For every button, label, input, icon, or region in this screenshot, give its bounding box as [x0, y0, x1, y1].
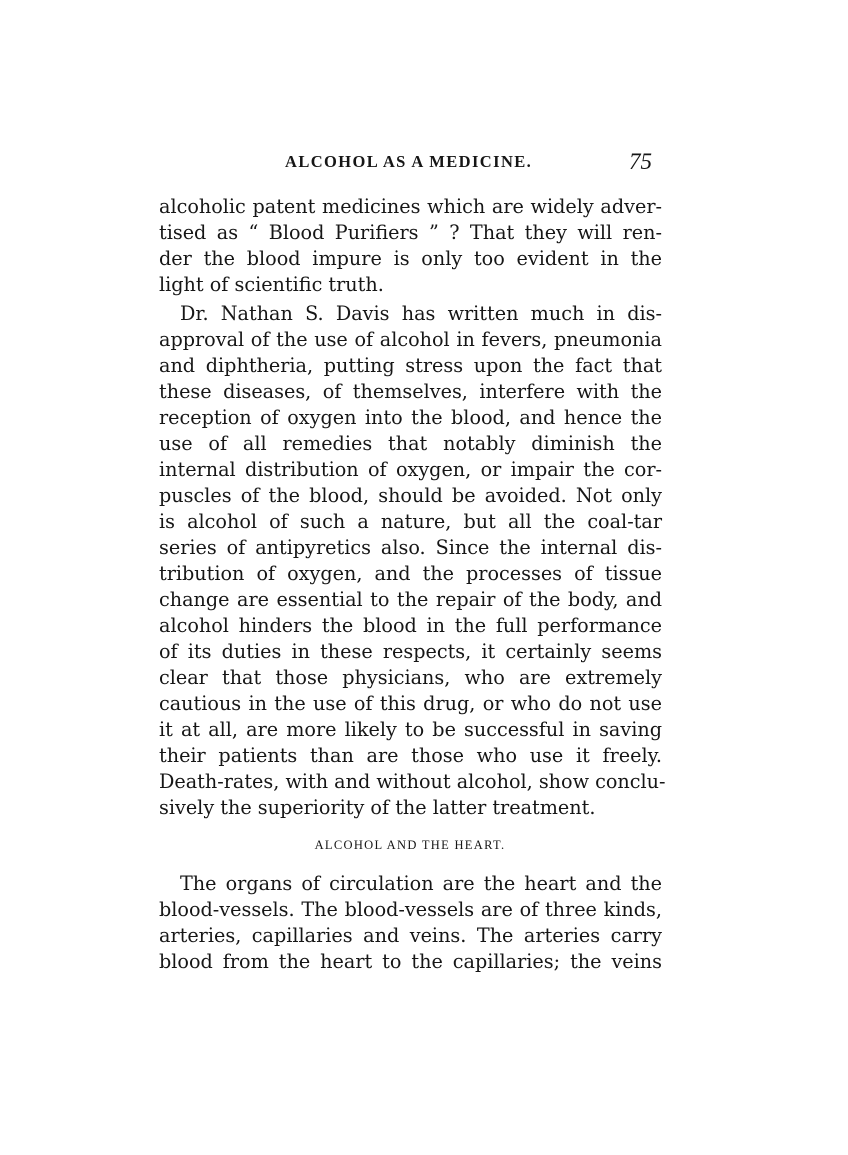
text-line: sively the superiority of the latter treatment.	[159, 796, 596, 819]
text-line: internal distribution of oxygen, or impair the cor-	[159, 458, 662, 481]
text-line: der the blood impure is only too evident in the	[159, 247, 662, 270]
text-line: Dr. Nathan S. Davis has written much in dis-	[180, 302, 662, 325]
running-head-title: ALCOHOL AS A MEDICINE.	[285, 152, 533, 171]
text-line: Death-rates, with and without alcohol, show conclu-	[159, 770, 666, 793]
running-head	[160, 149, 660, 176]
text-line: arteries, capillaries and veins. The arteries carry	[159, 924, 662, 947]
text-line: reception of oxygen into the blood, and hence the	[159, 406, 662, 429]
text-line: use of all remedies that notably diminish the	[159, 432, 662, 455]
text-line: tribution of oxygen, and the processes of tissue	[159, 562, 662, 585]
text-line: change are essential to the repair of the body, and	[159, 588, 662, 611]
text-line: light of scientific truth.	[159, 273, 384, 296]
text-line: of its duties in these respects, it certainly seems	[159, 640, 662, 663]
text-line: clear that those physicians, who are extremely	[159, 666, 662, 689]
text-line: blood-vessels. The blood-vessels are of three kinds,	[159, 898, 662, 921]
text-line: it at all, are more likely to be successful in saving	[159, 718, 662, 741]
section-heading: ALCOHOL AND THE HEART.	[314, 838, 506, 852]
page-number: 75	[629, 149, 652, 174]
text-line: alcoholic patent medicines which are widely adver-	[159, 195, 662, 218]
text-line: The organs of circulation are the heart and the	[180, 872, 662, 895]
text-line: tised as “ Blood Purifiers ” ? That they will ren-	[159, 221, 662, 244]
text-line: blood from the heart to the capillaries; the veins	[159, 950, 662, 973]
text-line: these diseases, of themselves, interfere with the	[159, 380, 662, 403]
text-line: is alcohol of such a nature, but all the coal-tar	[159, 510, 662, 533]
text-line: puscles of the blood, should be avoided. Not only	[159, 484, 662, 507]
text-line: their patients than are those who use it freely.	[159, 744, 662, 767]
text-line: approval of the use of alcohol in fevers, pneumonia	[159, 328, 662, 351]
text-line: alcohol hinders the blood in the full performance	[159, 614, 662, 637]
text-line: series of antipyretics also. Since the internal dis-	[159, 536, 662, 559]
text-line: cautious in the use of this drug, or who do not use	[159, 692, 662, 715]
text-line: and diphtheria, putting stress upon the fact that	[159, 354, 662, 377]
